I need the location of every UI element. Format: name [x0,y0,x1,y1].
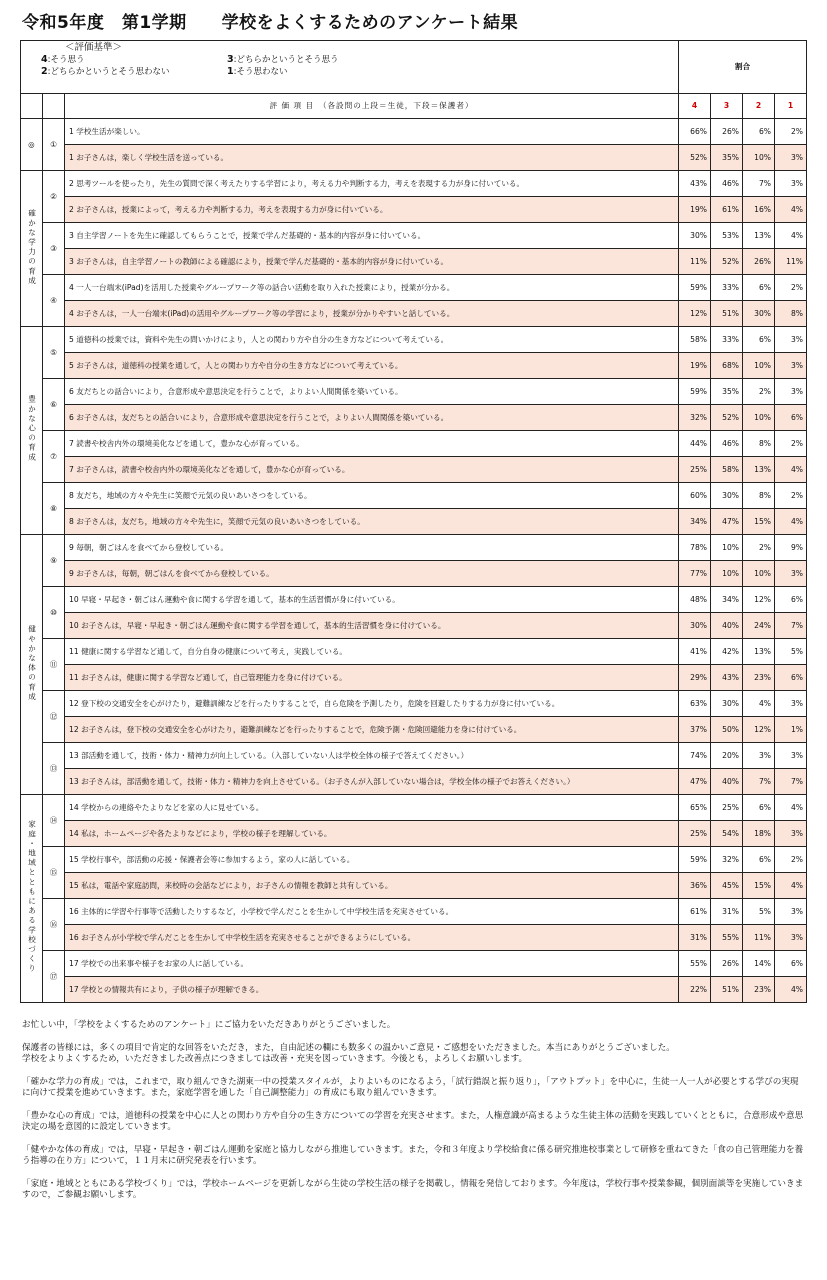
header-blank [21,94,43,119]
percentage-cell: 12% [743,717,775,743]
percentage-cell: 36% [679,873,711,899]
parent-question: 4 お子さんは，一人一台端末(iPad)の活用やグループワーク等の学習により，授業が分かりやすいと話している。 [65,301,679,327]
percentage-cell: 44% [679,431,711,457]
table-row [21,743,807,769]
percentage-cell: 30% [679,223,711,249]
category-text: 確かな学力の育成 [27,208,37,286]
percentage-cell: 10% [743,405,775,431]
student-question: 1 学校生活が楽しい。 [65,119,679,145]
percentage-cell: 31% [679,925,711,951]
student-question: 3 自主学習ノートを先生に確認してもらうことで，授業で学んだ基礎的・基本的内容が身に付いている。 [65,223,679,249]
legend-heading: ＜評価基準＞ [65,42,123,53]
question-number: ⑧ [43,483,65,535]
student-question: 8 友だち，地域の方々や先生に笑顔で元気の良いあいさつをしている。 [65,483,679,509]
student-question: 16 主体的に学習や行事等で活動したりするなど，小学校で学んだことを生かして中学校生活を充実させている。 [65,899,679,925]
percentage-cell: 13% [743,639,775,665]
percentage-cell: 6% [743,119,775,145]
percentage-cell: 31% [711,899,743,925]
percentage-cell: 4% [775,873,807,899]
percentage-cell: 23% [743,977,775,1003]
percentage-cell: 34% [679,509,711,535]
question-number: ⑤ [43,327,65,379]
percentage-cell: 51% [711,977,743,1003]
percentage-cell: 41% [679,639,711,665]
parent-question: 17 学校との情報共有により，子供の様子が理解できる。 [65,977,679,1003]
percentage-cell: 46% [711,171,743,197]
percentage-cell: 46% [711,431,743,457]
percentage-cell: 43% [711,665,743,691]
percentage-cell: 3% [775,899,807,925]
percentage-cell: 61% [679,899,711,925]
student-question: 13 部活動を通して，技術・体力・精神力が向上している。（入部していない人は学校全体の様子で答えてください。） [65,743,679,769]
percentage-cell: 51% [711,301,743,327]
percentage-cell: 2% [775,431,807,457]
percentage-cell: 25% [679,457,711,483]
table-row [21,613,807,639]
table-row [21,639,807,665]
percentage-cell: 78% [679,535,711,561]
footer-paragraph: 「家庭・地域とともにある学校づくり」では，学校ホームページを更新しながら生徒の学校生活の様子を掲載し，情報を発信しております。今年度は，学校行事や授業参観，個別面談等を実施していきますので，ご参観お願いします。 [22,1178,804,1200]
question-number: ⑦ [43,431,65,483]
percentage-cell: 6% [775,405,807,431]
table-row [21,301,807,327]
student-question: 6 友だちとの話合いにより，合意形成や意思決定を行うことで，よりよい人間関係を築いている。 [65,379,679,405]
parent-question: 16 お子さんが小学校で学んだことを生かして中学校生活を充実させることができるようにしている。 [65,925,679,951]
question-number: ⑩ [43,587,65,639]
table-row [21,821,807,847]
category-text: ◎ [28,139,35,149]
percentage-cell: 15% [743,509,775,535]
score-header-1: 1 [775,94,807,119]
page-title: 令和5年度 第1学期 学校をよくするためのアンケート結果 [22,13,519,33]
student-question: 15 学校行事や，部活動の応援・保護者会等に参加するよう，家の人に話している。 [65,847,679,873]
percentage-cell: 12% [743,587,775,613]
parent-question: 6 お子さんは，友だちとの話合いにより，合意形成や意思決定を行うことで，よりよい人間関係を築いている。 [65,405,679,431]
percentage-cell: 7% [775,613,807,639]
percentage-cell: 45% [711,873,743,899]
percentage-cell: 8% [743,483,775,509]
percentage-cell: 55% [679,951,711,977]
percentage-cell: 4% [775,457,807,483]
parent-question: 8 お子さんは，友だち，地域の方々や先生に，笑顔で元気の良いあいさつをしている。 [65,509,679,535]
percentage-cell: 3% [775,145,807,171]
percentage-cell: 25% [711,795,743,821]
percentage-cell: 60% [679,483,711,509]
parent-question: 5 お子さんは，道徳科の授業を通して，人との関わり方や自分の生き方などについて考えている。 [65,353,679,379]
table-row [21,665,807,691]
table-row [21,379,807,405]
percentage-cell: 66% [679,119,711,145]
percentage-cell: 14% [743,951,775,977]
table-row [21,223,807,249]
parent-question: 14 私は，ホームページや各たよりなどにより，学校の様子を理解している。 [65,821,679,847]
percentage-cell: 30% [711,691,743,717]
question-number: ② [43,171,65,223]
footer-paragraph: 「確かな学力の育成」では，これまで，取り組んできた湖東一中の授業スタイルが，よりよいものになるよう，「試行錯誤と振り返り」，「アウトプット」を中心に，生徒一人一人が必要とする学びの実現に向けて授業を進めていきます。また，家庭学習を通した「自己調整能力」の育成にも取り組んでいきます。 [22,1076,799,1098]
parent-question: 13 お子さんは，部活動を通して，技術・体力・精神力を向上させている。（お子さんが入部していない場合は，学校全体の様子でお答えください。） [65,769,679,795]
percentage-cell: 59% [679,275,711,301]
percentage-cell: 43% [679,171,711,197]
table-row [21,119,807,145]
percentage-cell: 59% [679,847,711,873]
percentage-cell: 11% [743,925,775,951]
percentage-cell: 59% [679,379,711,405]
percentage-cell: 42% [711,639,743,665]
question-number: ⑭ [43,795,65,847]
table-row [21,717,807,743]
percentage-cell: 13% [743,457,775,483]
percentage-cell: 2% [775,847,807,873]
percentage-cell: 30% [743,301,775,327]
question-number: ⑮ [43,847,65,899]
question-number: ⑨ [43,535,65,587]
question-number: ⑰ [43,951,65,1003]
table-row [21,353,807,379]
score-header-2: 2 [743,94,775,119]
table-row [21,457,807,483]
table-row [21,431,807,457]
percentage-cell: 33% [711,327,743,353]
score-header-4: 4 [679,94,711,119]
parent-question: 2 お子さんは，授業によって，考える力や判断する力，考えを表現する力が身に付いている。 [65,197,679,223]
percentage-cell: 23% [743,665,775,691]
percentage-cell: 12% [679,301,711,327]
category-text: 家庭・地域とともにある学校づくり [27,820,37,974]
parent-question: 11 お子さんは，健康に関する学習など通して，自己管理能力を身に付けている。 [65,665,679,691]
question-number: ③ [43,223,65,275]
legend-text: :どちらかというとそう思う [233,55,339,65]
percentage-cell: 3% [775,743,807,769]
percentage-cell: 2% [775,119,807,145]
table-row [21,847,807,873]
percentage-cell: 16% [743,197,775,223]
table-row [21,977,807,1003]
legend-text: :どちらかというとそう思わない [47,67,170,77]
student-question: 14 学校からの連絡やたよりなどを家の人に見せている。 [65,795,679,821]
percentage-cell: 10% [743,561,775,587]
percentage-cell: 8% [775,301,807,327]
percentage-cell: 3% [775,171,807,197]
legend-key: 1 [227,66,234,77]
table-row [21,899,807,925]
student-question: 17 学校での出来事や様子をお家の人に話している。 [65,951,679,977]
percentage-cell: 74% [679,743,711,769]
legend-key: 3 [227,54,234,65]
percentage-cell: 3% [775,691,807,717]
percentage-cell: 52% [679,145,711,171]
percentage-cell: 10% [743,353,775,379]
percentage-cell: 32% [679,405,711,431]
percentage-cell: 7% [743,769,775,795]
percentage-cell: 35% [711,379,743,405]
survey-results-table [20,40,807,1003]
percentage-cell: 65% [679,795,711,821]
percentage-cell: 26% [711,119,743,145]
table-row [21,197,807,223]
category-label [21,171,43,327]
percentage-cell: 4% [775,795,807,821]
percentage-cell: 40% [711,769,743,795]
percentage-cell: 10% [711,561,743,587]
percentage-cell: 63% [679,691,711,717]
percentage-cell: 2% [775,483,807,509]
percentage-cell: 6% [775,665,807,691]
table-row [21,405,807,431]
percentage-cell: 50% [711,717,743,743]
percentage-cell: 37% [679,717,711,743]
student-question: 11 健康に関する学習など通して，自分自身の健康について考え，実践している。 [65,639,679,665]
percentage-cell: 58% [679,327,711,353]
percentage-cell: 4% [775,977,807,1003]
table-row [21,769,807,795]
percentage-cell: 3% [775,561,807,587]
percentage-cell: 5% [743,899,775,925]
question-number: ④ [43,275,65,327]
percentage-cell: 6% [743,847,775,873]
parent-question: 15 私は，電話や家庭訪問，来校時の会話などにより，お子さんの情報を教師と共有している。 [65,873,679,899]
percentage-cell: 52% [711,249,743,275]
table-row [21,561,807,587]
category-label [21,327,43,535]
legend-text: :そう思わない [233,67,288,77]
table-row [21,483,807,509]
question-number: ⑫ [43,691,65,743]
footer-paragraph: 保護者の皆様には，多くの項目で肯定的な回答をいただき，また，自由記述の欄にも数多くの温かいご意見・ご感想をいただきました。本当にありがとうございました。 学校をよりよくするため，いただきました改善点につきましては改善・充実を図っていきます。今後とも，よろしくお願いします。 [22,1042,675,1064]
legend [21,41,679,94]
percentage-cell: 52% [711,405,743,431]
percentage-cell: 2% [743,379,775,405]
percentage-cell: 30% [679,613,711,639]
percentage-cell: 15% [743,873,775,899]
question-number: ⑬ [43,743,65,795]
percentage-cell: 4% [775,509,807,535]
percentage-cell: 20% [711,743,743,769]
footer-paragraph: 「豊かな心の育成」では，道徳科の授業を中心に人との関わり方や自分の生き方についての学習を充実させます。また，人権意識が高まるような生徒主体の活動を実践していくとともに，合意形成や意思決定の場を意図的に設定していきます。 [22,1110,804,1132]
legend-text: :そう思う [47,55,85,65]
category-text: 豊かな心の育成 [27,395,37,463]
percentage-cell: 4% [775,197,807,223]
percentage-cell: 2% [743,535,775,561]
percentage-cell: 5% [775,639,807,665]
percentage-cell: 13% [743,223,775,249]
student-question: 7 読書や校舎内外の環境美化などを通して，豊かな心が育っている。 [65,431,679,457]
question-number: ⑥ [43,379,65,431]
parent-question: 1 お子さんは，楽しく学校生活を送っている。 [65,145,679,171]
legend-key: 2 [41,66,48,77]
percentage-cell: 68% [711,353,743,379]
percentage-cell: 6% [743,275,775,301]
percentage-cell: 26% [711,951,743,977]
table-row [21,171,807,197]
table-row [21,327,807,353]
table-row [21,275,807,301]
percentage-cell: 10% [743,145,775,171]
percentage-cell: 58% [711,457,743,483]
percentage-cell: 6% [775,587,807,613]
table-row [21,795,807,821]
parent-question: 9 お子さんは，毎朝，朝ごはんを食べてから登校している。 [65,561,679,587]
student-question: 4 一人一台端末(iPad)を活用した授業やグループワーク等の話合い活動を取り入れた授業により，授業が分かる。 [65,275,679,301]
percentage-cell: 6% [743,795,775,821]
percentage-cell: 18% [743,821,775,847]
category-label [21,119,43,171]
percentage-cell: 3% [775,821,807,847]
footer-paragraph: お忙しい中，「学校をよくするためのアンケート」にご協力をいただきありがとうございました。 [22,1020,396,1030]
table-row [21,951,807,977]
percentage-cell: 1% [775,717,807,743]
footer-paragraph: 「健やかな体の育成」では，早寝・早起き・朝ごはん運動を家庭と協力しながら推進していきます。また，令和３年度より学校給食に係る研究推進校事業として研修を重ねてきた「食の自己管理能力を養う指導の在り方」について，１１月末に研究発表を行います。 [22,1144,804,1166]
table-row [21,587,807,613]
legend-key: 4 [41,54,48,65]
student-question: 2 思考ツールを使ったり，先生の質問で深く考えたりする学習により，考える力や判断する力，考えを表現する力が身に付いている。 [65,171,679,197]
percentage-cell: 30% [711,483,743,509]
percentage-cell: 61% [711,197,743,223]
item-header: 評 価 項 目 （各設問の上段＝生徒，下段＝保護者） [65,94,679,119]
percentage-cell: 6% [743,327,775,353]
score-header-3: 3 [711,94,743,119]
table-row [21,509,807,535]
percentage-cell: 35% [711,145,743,171]
percentage-cell: 24% [743,613,775,639]
table-row [21,145,807,171]
student-question: 10 早寝・早起き・朝ごはん運動や食に関する学習を通して，基本的生活習慣が身に付いている。 [65,587,679,613]
ratio-header: 割合 [679,41,807,94]
percentage-cell: 77% [679,561,711,587]
percentage-cell: 32% [711,847,743,873]
percentage-cell: 10% [711,535,743,561]
percentage-cell: 11% [679,249,711,275]
table-row [21,249,807,275]
percentage-cell: 6% [775,951,807,977]
category-text: 健やかな体の育成 [27,624,37,702]
table-row [21,691,807,717]
percentage-cell: 47% [679,769,711,795]
percentage-cell: 3% [775,925,807,951]
parent-question: 3 お子さんは，自主学習ノートの教師による確認により，授業で学んだ基礎的・基本的内容が身に付いている。 [65,249,679,275]
percentage-cell: 7% [775,769,807,795]
student-question: 5 道徳科の授業では，資料や先生の問いかけにより，人との関わり方や自分の生き方などについて考えている。 [65,327,679,353]
percentage-cell: 55% [711,925,743,951]
table-row [21,873,807,899]
percentage-cell: 40% [711,613,743,639]
parent-question: 12 お子さんは，登下校の交通安全を心がけたり，避難訓練などを行ったりすることで，危険予測・危険回避能力を身に付けている。 [65,717,679,743]
percentage-cell: 34% [711,587,743,613]
question-number: ⑪ [43,639,65,691]
percentage-cell: 53% [711,223,743,249]
percentage-cell: 22% [679,977,711,1003]
percentage-cell: 47% [711,509,743,535]
percentage-cell: 29% [679,665,711,691]
percentage-cell: 19% [679,353,711,379]
percentage-cell: 48% [679,587,711,613]
question-number: ① [43,119,65,171]
percentage-cell: 25% [679,821,711,847]
percentage-cell: 3% [775,327,807,353]
percentage-cell: 4% [743,691,775,717]
percentage-cell: 33% [711,275,743,301]
percentage-cell: 26% [743,249,775,275]
percentage-cell: 54% [711,821,743,847]
percentage-cell: 9% [775,535,807,561]
percentage-cell: 3% [775,353,807,379]
percentage-cell: 8% [743,431,775,457]
category-label [21,535,43,795]
student-question: 12 登下校の交通安全を心がけたり，避難訓練などを行ったりすることで，自ら危険を予測したり，危険を回避したりする力が身に付いている。 [65,691,679,717]
percentage-cell: 11% [775,249,807,275]
percentage-cell: 3% [743,743,775,769]
percentage-cell: 19% [679,197,711,223]
percentage-cell: 2% [775,275,807,301]
parent-question: 10 お子さんは，早寝・早起き・朝ごはん運動や食に関する学習を通して，基本的生活習慣を身に付けている。 [65,613,679,639]
table-row [21,535,807,561]
footer-notes [22,1020,807,1213]
student-question: 9 毎朝，朝ごはんを食べてから登校している。 [65,535,679,561]
percentage-cell: 7% [743,171,775,197]
parent-question: 7 お子さんは，読書や校舎内外の環境美化などを通して，豊かな心が育っている。 [65,457,679,483]
percentage-cell: 4% [775,223,807,249]
category-label [21,795,43,1003]
header-blank [43,94,65,119]
question-number: ⑯ [43,899,65,951]
table-row [21,925,807,951]
percentage-cell: 3% [775,379,807,405]
